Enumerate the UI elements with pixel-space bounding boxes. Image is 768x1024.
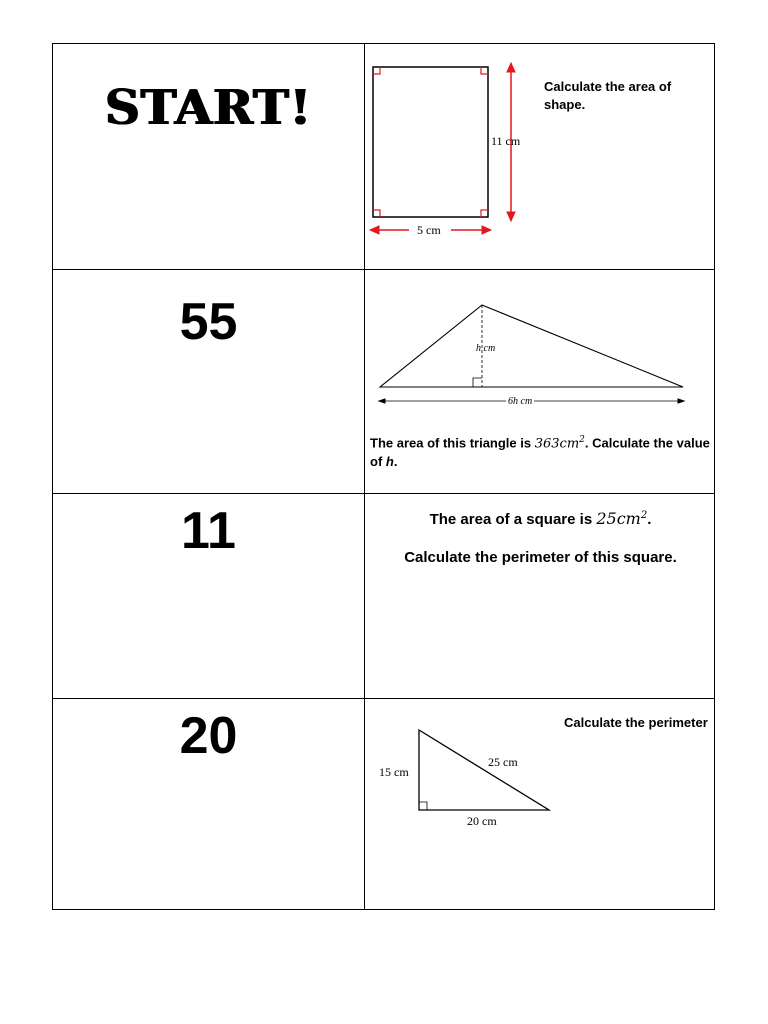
row-divider bbox=[53, 269, 714, 270]
height-label: h cm bbox=[476, 343, 496, 354]
row-divider bbox=[53, 493, 714, 494]
right-angle-mark bbox=[473, 378, 482, 387]
base-length-label: 5 cm bbox=[417, 223, 441, 237]
question-text: Calculate the perimeter bbox=[564, 715, 708, 730]
answer-value: 11 bbox=[181, 502, 236, 560]
question-line-2: Calculate the perimeter of this square. bbox=[404, 549, 677, 566]
question-line-1: The area of a square is $25cm^2$. bbox=[429, 509, 652, 528]
row-divider bbox=[53, 698, 714, 699]
triangle-shape bbox=[380, 305, 683, 387]
answer-value: 55 bbox=[179, 293, 238, 351]
rectangle-shape bbox=[373, 67, 488, 217]
side-length-label: 11 cm bbox=[491, 134, 521, 148]
answer-value: 20 bbox=[179, 707, 238, 765]
hypotenuse-label: 25 cm bbox=[488, 755, 518, 769]
start-label: START! bbox=[105, 80, 312, 136]
base-dimension-line bbox=[379, 399, 684, 403]
question-text: The area of this triangle is $363cm^2$. Calculate the value of h. bbox=[370, 435, 710, 470]
side-length-label: 15 cm bbox=[379, 765, 409, 779]
right-angle-mark bbox=[419, 802, 427, 810]
base-label: 6h cm bbox=[508, 396, 533, 407]
right-angle-marks bbox=[373, 67, 488, 217]
right-triangle-shape bbox=[419, 730, 549, 810]
question-text: Calculate the area of shape. bbox=[544, 79, 672, 112]
base-length-label: 20 cm bbox=[467, 814, 497, 828]
card-grid bbox=[52, 43, 715, 910]
